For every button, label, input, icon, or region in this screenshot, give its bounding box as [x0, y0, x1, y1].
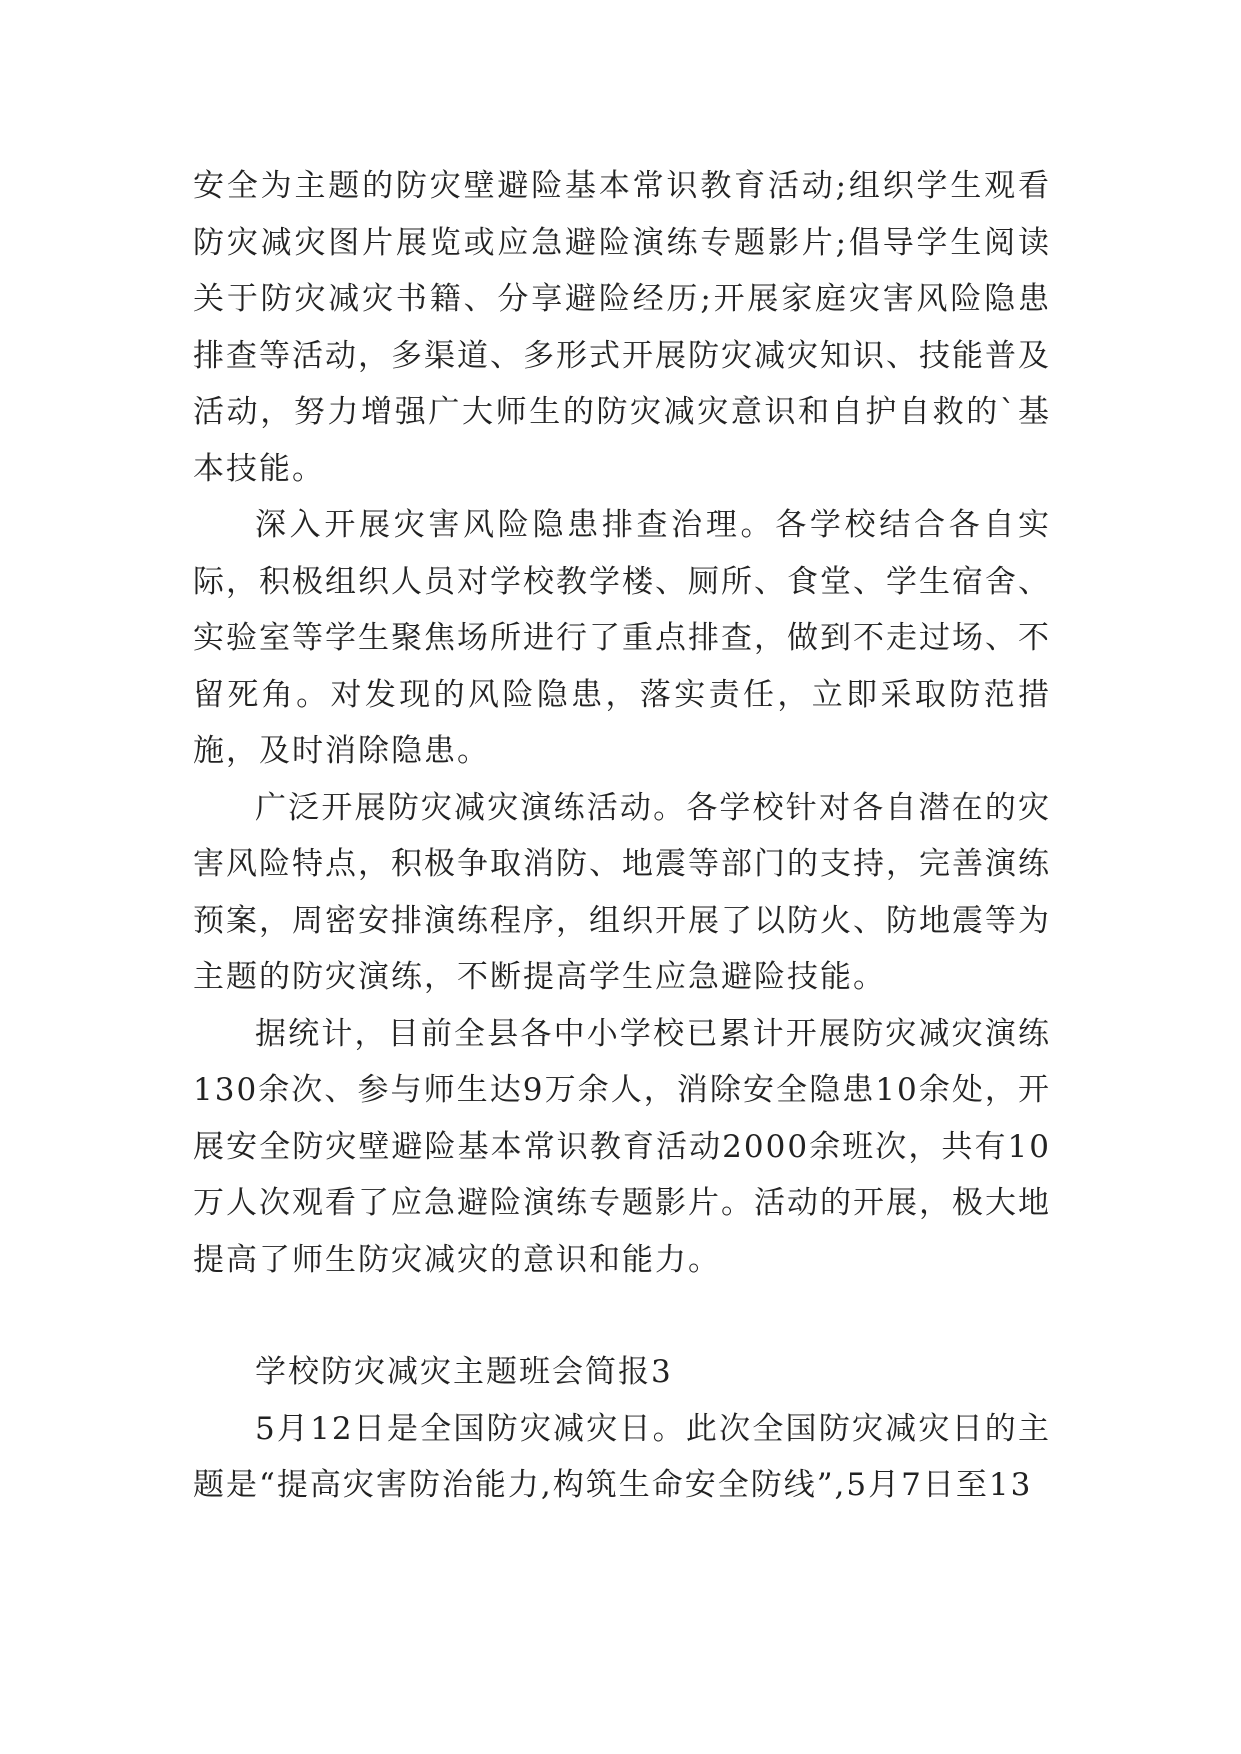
- paragraph-4: 据统计，目前全县各中小学校已累计开展防灾减灾演练130余次、参与师生达9万余人，消除安全隐患10余处，开展安全防灾壁避险基本常识教育活动2000余班次，共有10万人次观看了应急避险演练专题影片。活动的开展，极大地提高了师生防灾减灾的意识和能力。: [193, 1015, 1051, 1278]
- paragraph-3: 广泛开展防灾减灾演练活动。各学校针对各自潜在的灾害风险特点，积极争取消防、地震等部门的支持，完善演练预案，周密安排演练程序，组织开展了以防火、防地震等为主题的防灾演练，不断提高学生应急避险技能。: [193, 789, 1051, 995]
- section-title: 学校防灾减灾主题班会简报3: [255, 1354, 673, 1390]
- paragraph-2: 深入开展灾害风险隐患排查治理。各学校结合各自实际，积极组织人员对学校教学楼、厕所、食堂、学生宿舍、实验室等学生聚焦场所进行了重点排查，做到不走过场、不留死角。对发现的风险隐患，落实责任，立即采取防范措施，及时消除隐患。: [193, 507, 1051, 769]
- document-body: [193, 158, 1051, 1514]
- section-paragraph: 5月12日是全国防灾减灾日。此次全国防灾减灾日的主题是“提高灾害防治能力,构筑生命安全防线”,5月7日至13: [193, 1410, 1051, 1503]
- paragraph-1: 安全为主题的防灾壁避险基本常识教育活动;组织学生观看防灾减灾图片展览或应急避险演练专题影片;倡导学生阅读关于防灾减灾书籍、分享避险经历;开展家庭灾害风险隐患排查等活动，多渠道、多形式开展防灾减灾知识、技能普及活动，努力增强广大师生的防灾减灾意识和自护自救的`基本技能。: [193, 168, 1051, 487]
